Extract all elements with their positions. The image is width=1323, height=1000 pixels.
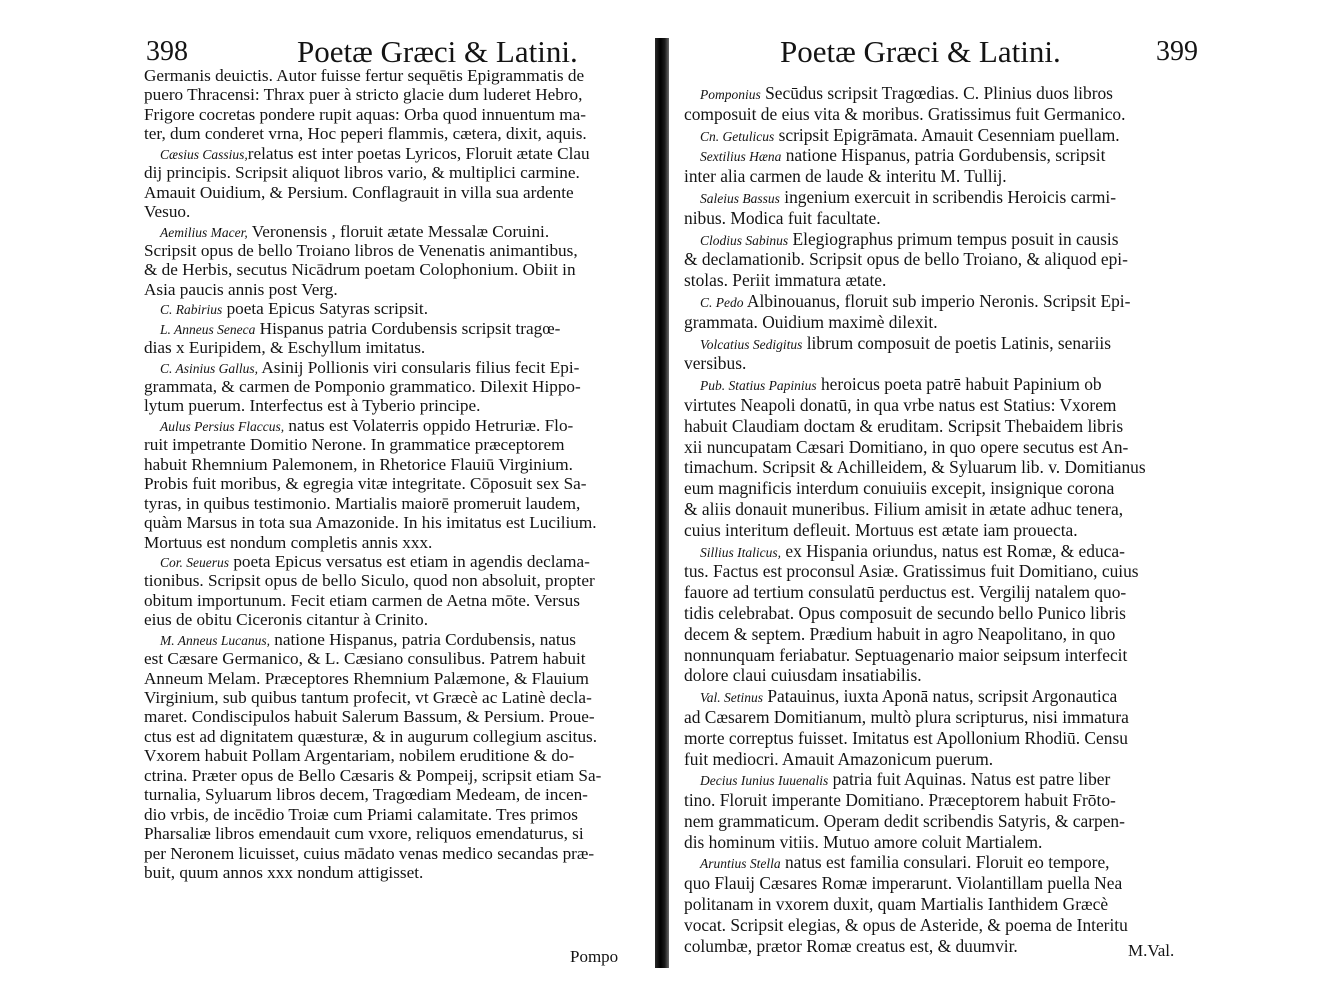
line-text: cuius interitum defleuit. Mortuus est ætate iam prouecta. [684,519,1078,540]
line-text: natus est familia consulari. Floruit eo tempore, [780,852,1110,873]
line-text: Veronensis , floruit ætate Messalæ Coruini. [247,221,550,241]
line-text: eius de obitu Ciceronis citantur à Crinito. [144,610,429,630]
line-text: Amauit Ouidium, & Persium. Conflagrauit in villa sua ardente [144,182,574,202]
text-line [684,832,1198,853]
poet-name: Aemilius Macer, [160,224,248,240]
text-line [144,85,660,104]
line-text: est Cæsare Germanico, & L. Cæsiano consulibus. Patrem habuit [144,649,586,669]
line-text: ctrina. Præter opus de Bello Cæsaris & Pompeij, scripsit etiam Sa- [144,765,602,785]
line-text: politanam in vxorem duxit, quam Martialis Ianthidem Græcè [684,894,1109,915]
text-line [684,915,1198,936]
text-line [684,936,1198,957]
text-line [144,280,660,299]
line-text: dolore claui cuiusdam insatiabilis. [684,665,922,686]
text-line [144,183,660,202]
line-text: tidis celebrabat. Opus composuit de secundo bello Punico libris [684,602,1126,623]
text-line [144,785,660,804]
text-line [684,478,1198,499]
text-line [684,312,1198,333]
text-line [144,610,660,629]
text-line [144,222,660,241]
line-text: Hispanus patria Cordubensis scripsit tragœ- [255,318,561,338]
text-line [684,187,1198,208]
line-text: quo Flauij Cæsares Romæ imperarunt. Violantillam puella Nea [684,873,1123,894]
text-line [144,844,660,863]
line-text: nem grammaticum. Operam dedit scribendis Satyris, & carpen- [684,810,1125,831]
line-text: Patauinus, iuxta Aponā natus, scripsit Argonautica [763,686,1118,707]
text-line [684,707,1198,728]
catchword: Pompo [570,947,619,966]
line-text: Mortuus est nondum completis annis xxx. [144,532,433,552]
line-text: nonnunquam feriabatur. Septuagenario maior seipsum interfecit [684,644,1128,665]
poet-name: Pomponius [700,87,761,102]
poet-name: Decius Iunius Iuuenalis [700,773,829,789]
text-line [684,603,1198,624]
text-line [144,202,660,221]
poet-name: Aulus Persius Flaccus, [160,418,285,434]
line-text: Vesuo. [144,202,191,222]
line-text: Virginium, sub quibus tantum profecit, vt Græcè ac Latinè decla- [144,688,592,707]
text-line [684,395,1198,416]
line-text: columbæ, prætor Romæ creatus est, & duumvir. [684,935,1018,956]
line-text: fuit mediocri. Amauit Amazonicum puerum. [684,748,994,769]
line-text: maret. Condiscipulos habuit Salerum Bassum, & Persium. Proue- [144,707,595,727]
text-line [144,688,660,707]
text-line [144,727,660,746]
line-text: heroicus poeta patrē habuit Papinium ob [816,374,1102,395]
text-line [144,649,660,668]
text-line [684,894,1198,915]
line-text: morte correptus fuisset. Imitatus est Apollonium Rhodiū. Censu [684,727,1128,748]
catchword: M.Val. [1128,941,1175,960]
text-line [144,571,660,590]
line-text: versibus. [684,353,747,374]
line-text: composuit de eius vita & moribus. Gratissimus fuit Germanico. [684,103,1126,124]
text-line [144,591,660,610]
line-text: virtutes Neapoli donatū, in qua vrbe natus est Statius: Vxorem [684,394,1117,415]
poet-name: M. Anneus Lucanus, [160,632,270,648]
line-text: inter alia carmen de laude & interitu M. Tullij. [684,166,1007,187]
text-line [144,766,660,785]
text-line [144,260,660,279]
text-line [684,353,1198,374]
line-text: nibus. Modica fuit facultate. [684,207,881,228]
line-text: Probis fuit moribus, & egregia vitæ integritate. Cōposuit sex Sa- [144,474,587,494]
line-text: Albinouanus, floruit sub imperio Neronis. Scripsit Epi- [743,290,1131,311]
line-text: dij principis. Scripsit aliquot libros vario, & multiplici carmine. [144,163,580,183]
text-line [684,270,1198,291]
text-line [144,513,660,532]
text-line [144,552,660,571]
text-line [684,561,1198,582]
running-head: Poetæ Græci & Latini. [780,34,1061,69]
text-line [684,499,1198,520]
line-text: Asinij Pollionis viri consularis filius fecit Epi- [258,357,580,377]
text-line [684,873,1198,894]
line-text: natus est Volaterris oppido Hetruriæ. Flo- [284,415,574,435]
left-page [130,0,660,1000]
poet-name: Pub. Statius Papinius [700,378,817,394]
line-text: ingenium exercuit in scribendis Heroicis carmi- [779,186,1117,207]
line-text: dio vrbis, de incēdio Troiæ cum Priami calamitate. Tres primos [144,804,578,824]
page-number: 398 [146,36,188,67]
text-line [144,474,660,493]
line-text: ex Hispania oriundus, natus est Romæ, & educa- [781,540,1125,561]
text-line [684,852,1198,873]
text-line [684,166,1198,187]
line-text: dis hominum vitiis. Mutuo amore coluit Martialem. [684,831,1043,852]
line-text: ad Cæsarem Domitianum, multò plura scripturus, nisi immatura [684,706,1129,727]
line-text: & declamationib. Scripsit opus de bello Troiano, & aliquod epi- [684,249,1128,270]
line-text: timachum. Scripsit & Achilleidem, & Syluarum lib. v. Domitianus [684,457,1146,478]
poet-name: Sextilius Hæna [700,149,782,165]
poet-name: Volcatius Sedigitus [700,336,803,352]
line-text: Germanis deuictis. Autor fuisse fertur sequētis Epigrammatis de [144,66,585,85]
line-text: lytum puerum. Interfectus est à Tyberio principe. [144,396,481,416]
text-line [684,457,1198,478]
text-line [144,746,660,765]
text-line [144,533,660,552]
text-line [144,707,660,726]
text-line [144,241,660,260]
poet-name: Val. Setinus [700,690,763,706]
poet-name: C. Rabirius [160,302,223,318]
text-line [684,582,1198,603]
text-line [144,358,660,377]
line-text: & de Herbis, secutus Nicādrum poetam Colophonium. Obiit in [144,260,576,280]
line-text: natione Hispanus, patria Cordubensis, natus [270,629,576,649]
text-line [144,669,660,688]
line-text: turnalia, Syluarum libros decem, Tragœdiam Medeam, de incen- [144,785,588,805]
text-line [144,144,660,163]
line-text: Frigore cocretas pondere rupit aquas: Orba quod innuentum ma- [144,104,586,124]
book-gutter [655,38,669,968]
text-line [144,124,660,143]
line-text: ruit impetrante Domitio Nerone. In grammatice præceptorem [144,435,565,455]
text-line [684,541,1198,562]
text-line [684,686,1198,707]
line-text: per Neronem licuisset, cuius mādato venas medico secandas præ- [144,843,595,863]
right-page-text [684,83,1198,956]
line-text: ctus est ad dignitatem quæsturæ, & in augurum collegium ascitus. [144,726,598,746]
line-text: obitum importunum. Fecit etiam carmen de Aetna mōte. Versus [144,590,580,610]
text-line [144,416,660,435]
poet-name: L. Anneus Seneca [160,321,256,337]
line-text: tus. Factus est proconsul Asiæ. Gratissimus fuit Domitiano, cuius [684,561,1139,582]
line-text: Secūdus scripsit Tragœdias. C. Plinius duos libros [760,83,1113,103]
text-line [684,645,1198,666]
text-line [684,520,1198,541]
line-text: Elegiographus primum tempus posuit in causis [788,228,1119,249]
poet-name: Aruntius Stella [700,856,781,872]
poet-name: Cor. Seuerus [160,554,230,570]
line-text: habuit Rhemnium Palemonem, in Rhetorice Flauiū Virginium. [144,454,573,474]
poet-name: Cæsius Cassius, [160,146,248,162]
right-page [678,0,1198,1000]
line-text: natione Hispanus, patria Gordubensis, scripsit [781,145,1106,166]
line-text: vocat. Scripsit elegias, & opus de Asteride, & poema de Interitu [684,914,1128,935]
line-text: tino. Floruit imperante Domitiano. Præceptorem habuit Frōto- [684,790,1116,811]
text-line [144,805,660,824]
line-text: scripsit Epigrāmata. Amauit Cesenniam puellam. [774,124,1120,145]
running-head: Poetæ Græci & Latini. [297,34,578,69]
line-text: poeta Epicus versatus est etiam in agendis declama- [229,551,590,571]
line-text: buit, quum annos xxx nondum attigisset. [144,862,424,882]
line-text: tyras, in quibus testimonio. Martialis maiorē promeruit laudem, [144,493,581,513]
page-number: 399 [1156,36,1198,67]
text-line [684,749,1198,770]
text-line [144,435,660,454]
text-line [144,377,660,396]
text-line [144,66,660,85]
line-text: poeta Epicus Satyras scripsit. [222,299,428,319]
line-text: & aliis donauit muneribus. Filium amisit in ætate adhuc tenera, [684,498,1124,519]
line-text: relatus est inter poetas Lyricos, Floruit ætate Clau [247,143,590,163]
text-line [684,145,1198,166]
line-text: decem & septem. Prædium habuit in agro Neapolitano, in quo [684,623,1116,644]
text-line [684,229,1198,250]
text-line [144,824,660,843]
line-text: ter, dum conderet vrna, Hoc peperi flammis, cætera, dixit, aquis. [144,124,587,144]
text-line [684,769,1198,790]
text-line [684,811,1198,832]
text-line [684,333,1198,354]
text-line [144,299,660,318]
line-text: dias x Euripidem, & Eschyllum imitatus. [144,338,426,358]
text-line [144,494,660,513]
text-line [684,125,1198,146]
line-text: xii nuncupatam Cæsari Domitiano, in quo opere secutus est An- [684,436,1129,457]
text-line [144,105,660,124]
text-line [684,624,1198,645]
line-text: quàm Marsus in tota sua Amazonide. In his imitatus est Lucilium. [144,513,597,533]
line-text: fauore ad tertium consulatū perductus est. Vergilij natalem quo- [684,582,1127,603]
line-text: patria fuit Aquinas. Natus est patre liber [828,769,1111,790]
text-line [144,319,660,338]
line-text: stolas. Periit immatura ætate. [684,270,887,291]
poet-name: Saleius Bassus [700,190,780,206]
text-line [684,208,1198,229]
line-text: Vxorem habuit Pollam Argentariam, nobilem eruditione & do- [144,746,575,766]
text-line [144,455,660,474]
poet-name: C. Pedo [700,294,744,310]
line-text: grammata. Ouidium maximè dilexit. [684,311,938,332]
line-text: Asia paucis annis post Verg. [144,279,338,299]
text-line [684,104,1198,125]
poet-name: C. Asinius Gallus, [160,360,259,376]
text-line [144,396,660,415]
text-line [684,249,1198,270]
line-text: eum magnificis interdum conuiuiis excepit, insignique corona [684,478,1115,499]
line-text: puero Thracensi: Thrax puer à stricto glacie dum luderet Hebro, [144,85,583,105]
text-line [684,790,1198,811]
line-text: librum composuit de poetis Latinis, senariis [802,332,1112,353]
text-line [684,416,1198,437]
left-page-text [144,66,660,882]
poet-name: Sillius Italicus, [700,544,781,560]
line-text: Anneum Melam. Præceptores Rhemnium Palæmone, & Flauium [144,668,589,688]
text-line [684,665,1198,686]
text-line [684,291,1198,312]
text-line [144,338,660,357]
poet-name: Cn. Getulicus [700,128,775,144]
line-text: Pharsaliæ libros emendauit cum vxore, reliquos emendaturus, si [144,824,584,844]
line-text: grammata, & carmen de Pomponio grammatico. Dilexit Hippo- [144,377,581,396]
text-line [684,374,1198,395]
text-line [684,83,1198,104]
line-text: Scripsit opus de bello Troiano libros de Venenatis animantibus, [144,240,578,260]
text-line [684,728,1198,749]
line-text: habuit Claudiam doctam & eruditam. Scripsit Thebaidem libris [684,415,1124,436]
text-line [144,163,660,182]
right-page-header [678,32,1198,72]
line-text: tionibus. Scripsit opus de bello Siculo, quod non absoluit, propter [144,571,595,591]
poet-name: Clodius Sabinus [700,232,789,248]
text-line [684,437,1198,458]
text-line [144,863,660,882]
text-line [144,630,660,649]
